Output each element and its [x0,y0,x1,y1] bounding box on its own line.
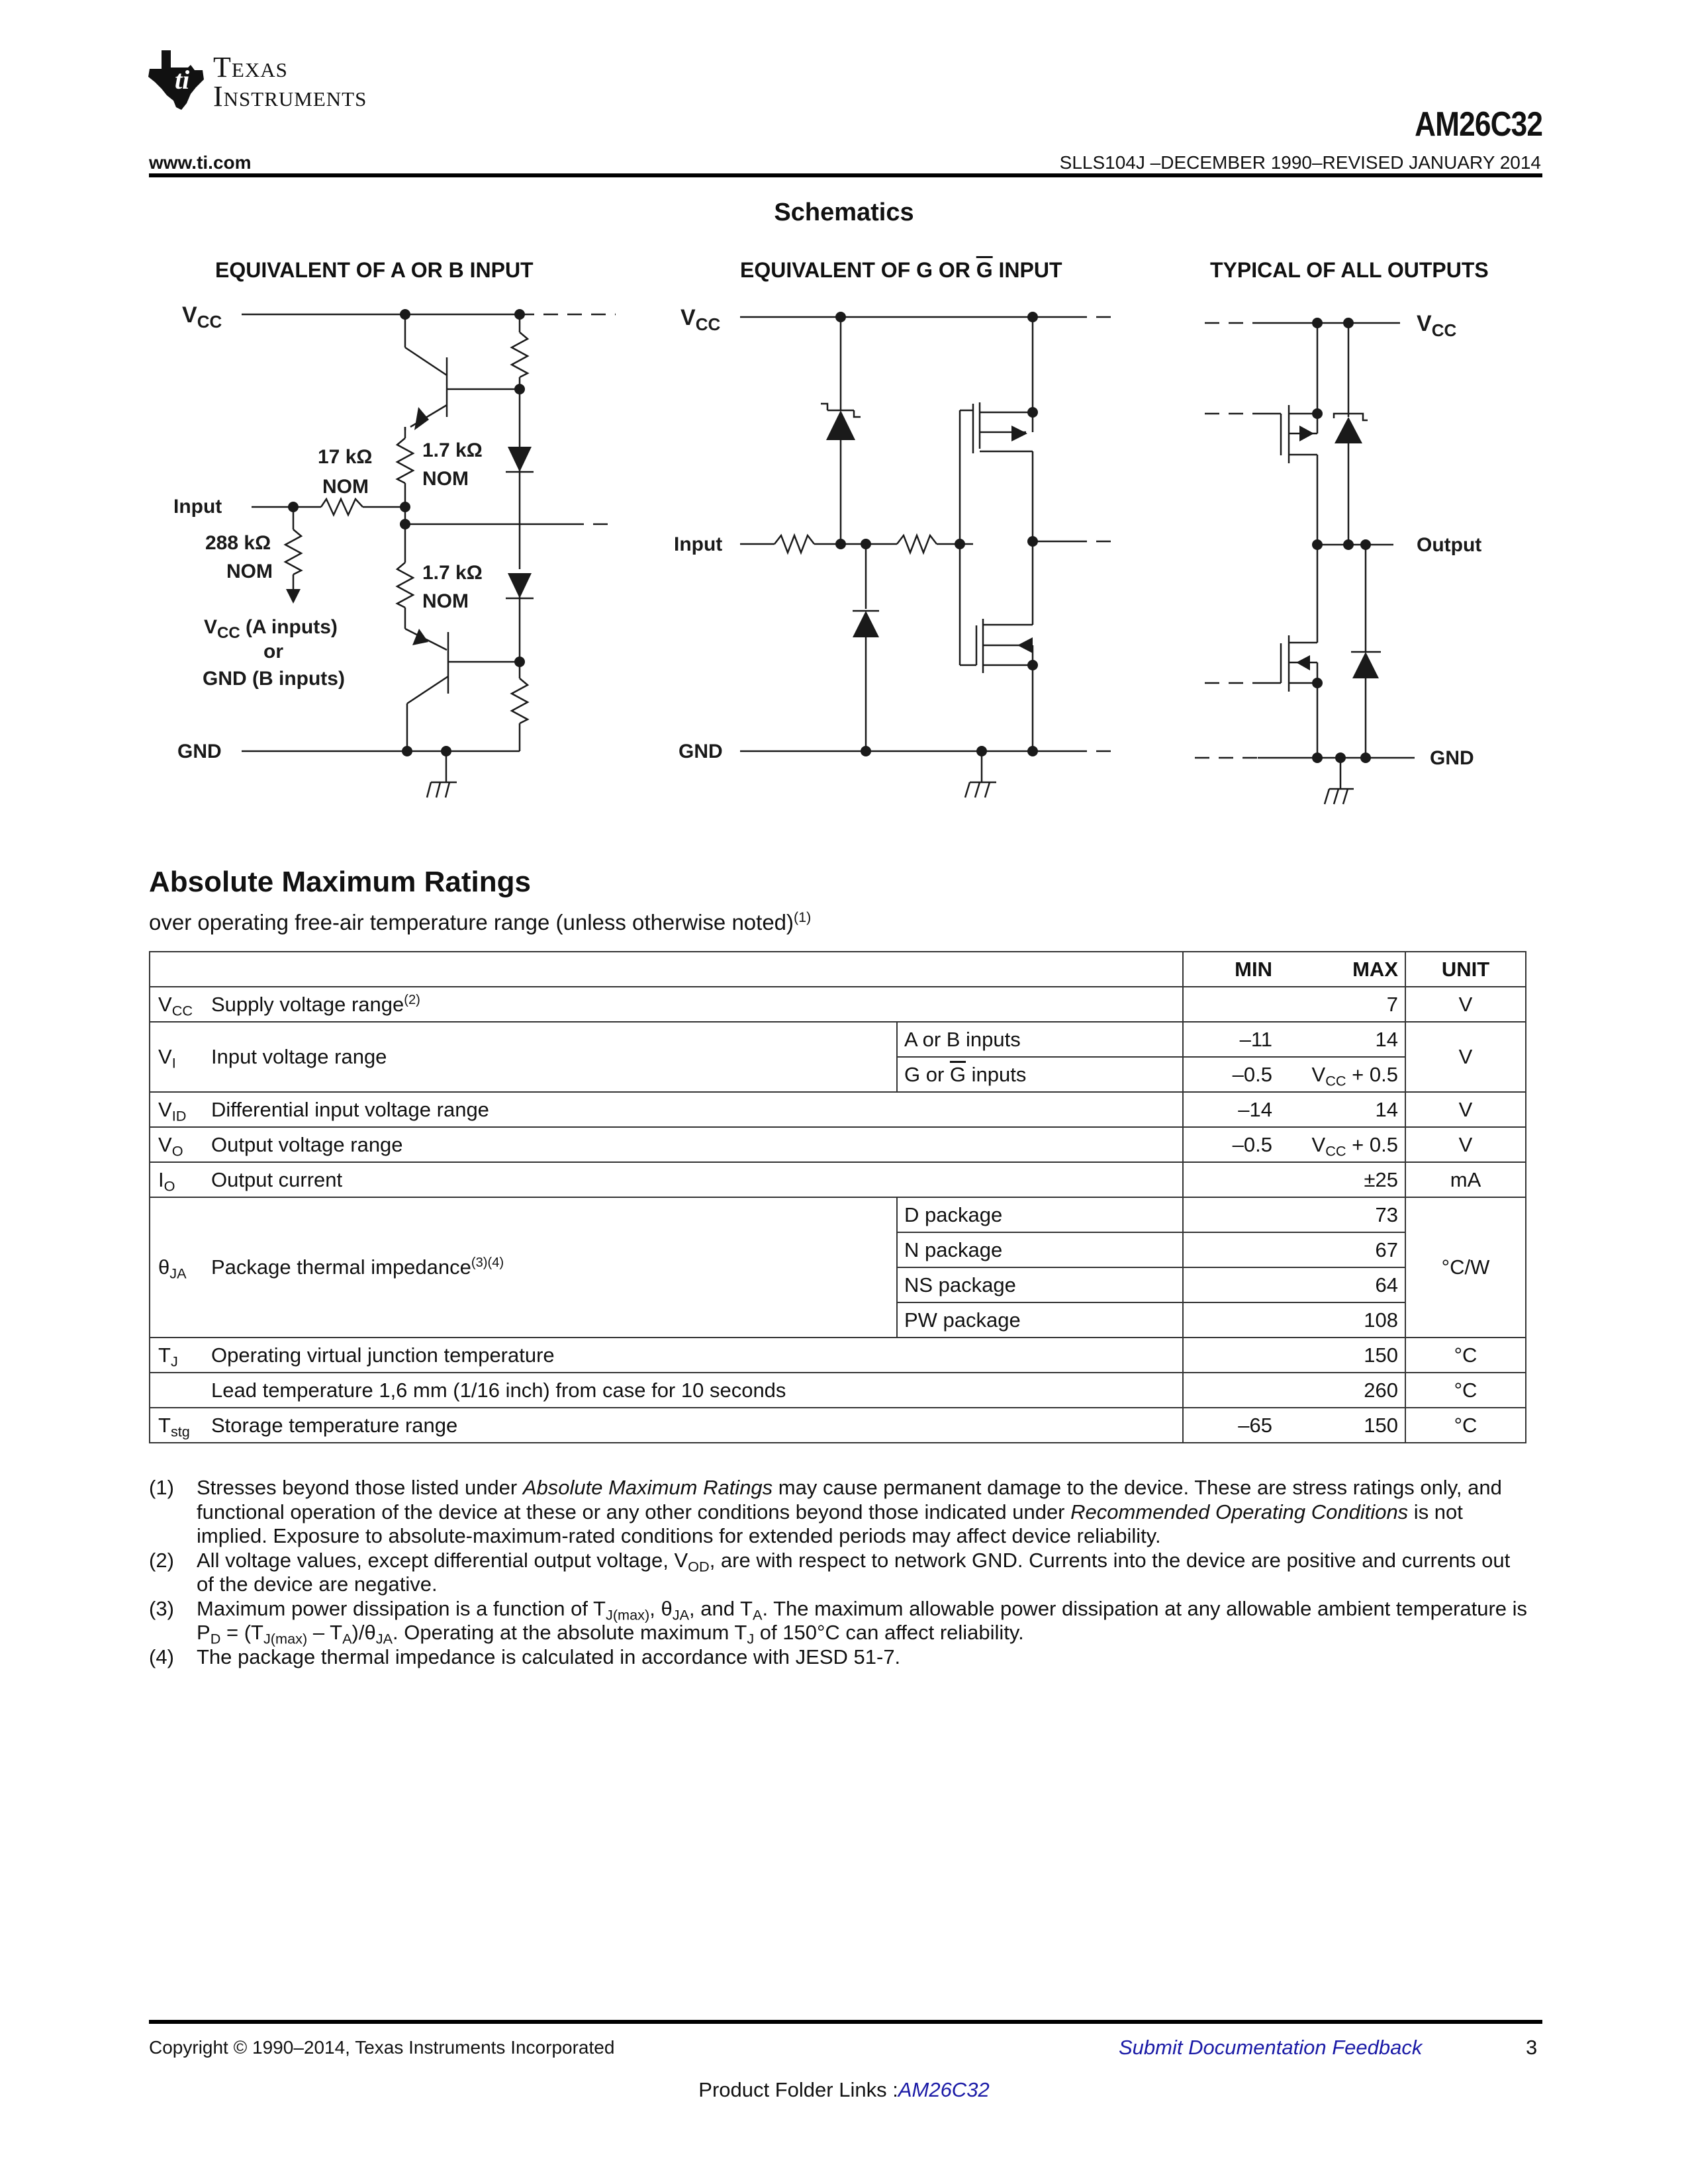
value-min [1183,1197,1292,1232]
value-max: 67 [1292,1232,1405,1267]
footnote-ref-1[interactable]: (1) [794,909,812,926]
max-sym: V [1311,1062,1326,1086]
value-max: 150 [1292,1408,1405,1443]
table-row [150,1197,1526,1232]
label-input-1: Input [173,496,222,518]
label-input-2: Input [674,533,723,555]
symbol-vo [150,1127,211,1162]
table-header-row [150,952,1526,987]
symbol-main: θ [158,1255,170,1279]
label-gnd-2: GND [679,741,723,762]
value-min [1183,1338,1292,1373]
symbol-main: T [158,1343,171,1367]
document-id: SLLS104J –DECEMBER 1990–REVISED JANUARY 2014 [1059,152,1541,173]
website-link[interactable]: www.ti.com [149,152,252,173]
label-output: Output [1417,534,1482,556]
footnote-text: The package thermal impedance is calculated in accordance with JESD 51-7. [197,1645,901,1668]
symbol-vid [150,1092,211,1127]
symbol-sub: stg [170,1423,190,1439]
condition-pw-package: PW package [897,1302,1183,1338]
ti-logo-text-line1: Texas [213,51,288,83]
text: Maximum power dissipation is a function of T [197,1596,606,1620]
footnote-ref-2[interactable]: (2) [404,992,420,1007]
label-gnd-3: GND [1430,747,1474,769]
value-unit: °C/W [1405,1197,1526,1338]
condition-ns-package: NS package [897,1267,1183,1302]
value-min [1183,1373,1292,1408]
panel-title-g-pre: EQUIVALENT OF G OR [740,258,976,282]
schematic-outputs [0,0,1688,827]
value-min [1183,1267,1292,1302]
table-row [150,1338,1526,1373]
text: Stresses beyond those listed under [197,1476,523,1499]
value-min: –14 [1183,1092,1292,1127]
max-sub: CC [1325,1142,1346,1159]
value-unit: mA [1405,1162,1526,1197]
text: All voltage values, except differential output voltage, V [197,1548,688,1572]
symbol-vcc [150,987,211,1022]
condition-n-package: N package [897,1232,1183,1267]
col-min: MIN [1183,952,1292,987]
param-text: Supply voltage range [211,992,404,1016]
svg-text:17 kΩ: 17 kΩ [318,446,373,468]
text-sub: A [342,1630,352,1647]
max-rest: + 0.5 [1346,1132,1398,1156]
text: . Operating at the absolute maximum T [393,1621,747,1644]
param-output-voltage: Output voltage range [211,1127,1183,1162]
svg-text:NOM: NOM [422,468,469,490]
text-sub: J [747,1630,755,1647]
footnote-text [197,1476,1532,1549]
value-min: –65 [1183,1408,1292,1443]
param-input-voltage: Input voltage range [211,1022,897,1092]
footnote-number: (1) [149,1476,174,1499]
text-sub: A [752,1606,763,1623]
max-sub: CC [1325,1072,1346,1089]
text: , θ [649,1596,673,1620]
symbol-sub: J [170,1353,178,1369]
value-unit: °C [1405,1338,1526,1373]
label-vcc-3: $V_{CC}$ [1417,311,1457,340]
product-folder-links [0,2078,1688,2102]
max-rest: + 0.5 [1346,1062,1398,1086]
text: is not implied. Exposure to absolute-maximum-rated conditions for extended periods may affect device reliability. [197,1500,1463,1547]
panel-title-outputs: TYPICAL OF ALL OUTPUTS [1210,258,1489,282]
symbol-main: I [158,1167,164,1191]
footnote-text [197,1597,1532,1645]
footnote-3 [149,1597,1532,1645]
text-sub: J(max) [263,1630,308,1647]
max-sym: V [1311,1132,1326,1156]
value-unit: V [1405,1092,1526,1127]
symbol-sub: ID [171,1107,187,1124]
text: of 150°C can affect reliability. [754,1621,1024,1644]
condition-d-package: D package [897,1197,1183,1232]
symbol-main: V [158,992,172,1016]
col-unit: UNIT [1405,952,1526,987]
footnote-number: (2) [149,1548,174,1572]
footnotes [149,1476,1532,1669]
label-gnd-1: GND [177,741,222,762]
table-row [150,1373,1526,1408]
symbol-sub: O [171,1142,183,1159]
text-italic: Recommended Operating Conditions [1070,1500,1409,1524]
table-row [150,1162,1526,1197]
param-output-current: Output current [211,1162,1183,1197]
page-number: 3 [1526,2036,1538,2059]
text: , are with respect to network GND. Currents into the device are positive and currents out of the device are negative. [197,1548,1511,1596]
ratings-subtitle-text: over operating free-air temperature range (unless otherwise noted) [149,910,794,934]
text-sub: JA [375,1630,393,1647]
value-max: 7 [1292,987,1405,1022]
svg-text:or: or [263,641,283,662]
text-italic: Absolute Maximum Ratings [522,1476,773,1499]
symbol-main: V [158,1045,172,1068]
footnote-number: (3) [149,1596,174,1620]
value-max: 14 [1292,1022,1405,1057]
panel-title-g-overbar: $\overline{G}$ [976,258,993,282]
text-sub: OD [688,1558,710,1574]
value-max: 150 [1292,1338,1405,1373]
col-max: MAX [1292,952,1405,987]
symbol-io [150,1162,211,1197]
ratings-subtitle [149,910,811,935]
value-unit: V [1405,987,1526,1022]
submit-feedback-link[interactable]: Submit Documentation Feedback [1119,2036,1423,2059]
value-min [1183,1162,1292,1197]
text: – T [307,1621,343,1644]
product-folder-label: Product Folder Links : [698,2078,898,2101]
value-max: 14 [1292,1092,1405,1127]
footnote-text [197,1549,1532,1597]
svg-text:288 kΩ: 288 kΩ [205,532,271,554]
svg-text:ti: ti [175,65,190,95]
param-supply-voltage [211,987,1183,1022]
label-vcc-2: $V_{CC}$ [680,305,721,334]
param-lead-temp: Lead temperature 1,6 mm (1/16 inch) from case for 10 seconds [211,1373,1183,1408]
cond-overbar: $\overline{G}$ [949,1062,966,1086]
text-sub: J(max) [605,1606,650,1623]
symbol-sub: I [171,1054,176,1071]
symbol-tj [150,1338,211,1373]
value-unit: V [1405,1127,1526,1162]
symbol-sub: O [164,1177,175,1194]
param-junction-temp: Operating virtual junction temperature [211,1338,1183,1373]
table-row [150,987,1526,1022]
text-sub: JA [672,1606,690,1623]
panel-title-ab-input: EQUIVALENT OF A OR B INPUT [215,258,534,282]
text: . The maximum allowable power dissipation at any allowable ambient temperature is P [197,1596,1528,1644]
value-min [1183,1302,1292,1338]
param-text: Package thermal impedance [211,1255,471,1279]
text: , and T [689,1596,753,1620]
table-row [150,1127,1526,1162]
value-max: 64 [1292,1267,1405,1302]
value-unit: °C [1405,1373,1526,1408]
table-row [150,1408,1526,1443]
footnote-1 [149,1476,1532,1549]
ratings-table [149,951,1526,1443]
symbol-theta-ja [150,1197,211,1338]
product-folder-link[interactable]: AM26C32 [898,2078,990,2101]
value-max: 73 [1292,1197,1405,1232]
symbol-tstg [150,1408,211,1443]
value-max: 108 [1292,1302,1405,1338]
svg-text:NOM: NOM [226,561,273,582]
footnote-number: (4) [149,1645,174,1668]
value-min [1183,987,1292,1022]
text: )/θ [352,1621,376,1644]
copyright: Copyright © 1990–2014, Texas Instruments Incorporated [149,2037,615,2058]
panel-title-g-post: INPUT [992,258,1062,282]
symbol-main: T [158,1413,171,1437]
ti-logo-text-line2: Instruments [213,80,367,113]
svg-text:1.7 kΩ: 1.7 kΩ [422,562,483,584]
part-number: AM26C32 [1414,105,1542,144]
param-storage-temp: Storage temperature range [211,1408,1183,1443]
symbol-main: V [158,1097,172,1121]
value-max [1292,1127,1405,1162]
condition-ab-inputs: A or B inputs [897,1022,1183,1057]
text: may cause permanent damage to the device. These are stress ratings only, and functional operation of the device at these or any other conditions beyond those indicated under [197,1476,1502,1524]
svg-text:VCC (A inputs): $V_{CC}$ (A inputs) [204,616,338,642]
footer-rule [149,2020,1542,2024]
footnote-2 [149,1549,1532,1597]
text-sub: D [210,1630,221,1647]
svg-text:NOM: NOM [422,590,469,612]
label-vcc-1: $V_{CC}$ [182,302,222,332]
value-min: –11 [1183,1022,1292,1057]
value-min: –0.5 [1183,1127,1292,1162]
condition-g-inputs [897,1057,1183,1092]
param-differential-input: Differential input voltage range [211,1092,1183,1127]
value-min: –0.5 [1183,1057,1292,1092]
value-unit: °C [1405,1408,1526,1443]
symbol-vi [150,1022,211,1092]
svg-text:1.7 kΩ: 1.7 kΩ [422,439,483,461]
svg-text:GND (B inputs): GND (B inputs) [203,668,345,690]
footnote-ref-3-4[interactable]: (3)(4) [471,1255,504,1270]
value-max: 260 [1292,1373,1405,1408]
value-max [1292,1057,1405,1092]
table-row [150,1022,1526,1057]
value-min [1183,1232,1292,1267]
symbol-lead [150,1373,211,1408]
schematics-title: Schematics [774,199,914,226]
symbol-sub: CC [171,1002,193,1019]
value-unit: V [1405,1022,1526,1092]
value-max: ±25 [1292,1162,1405,1197]
cond-text: inputs [966,1062,1027,1086]
param-thermal-impedance [211,1197,897,1338]
table-row [150,1092,1526,1127]
symbol-sub: JA [169,1265,187,1282]
svg-text:NOM: NOM [322,476,369,498]
cond-text: G or [904,1062,950,1086]
symbol-main: V [158,1132,172,1156]
ratings-title: Absolute Maximum Ratings [149,866,531,898]
footnote-4 [149,1645,1532,1670]
text: = (T [220,1621,263,1644]
